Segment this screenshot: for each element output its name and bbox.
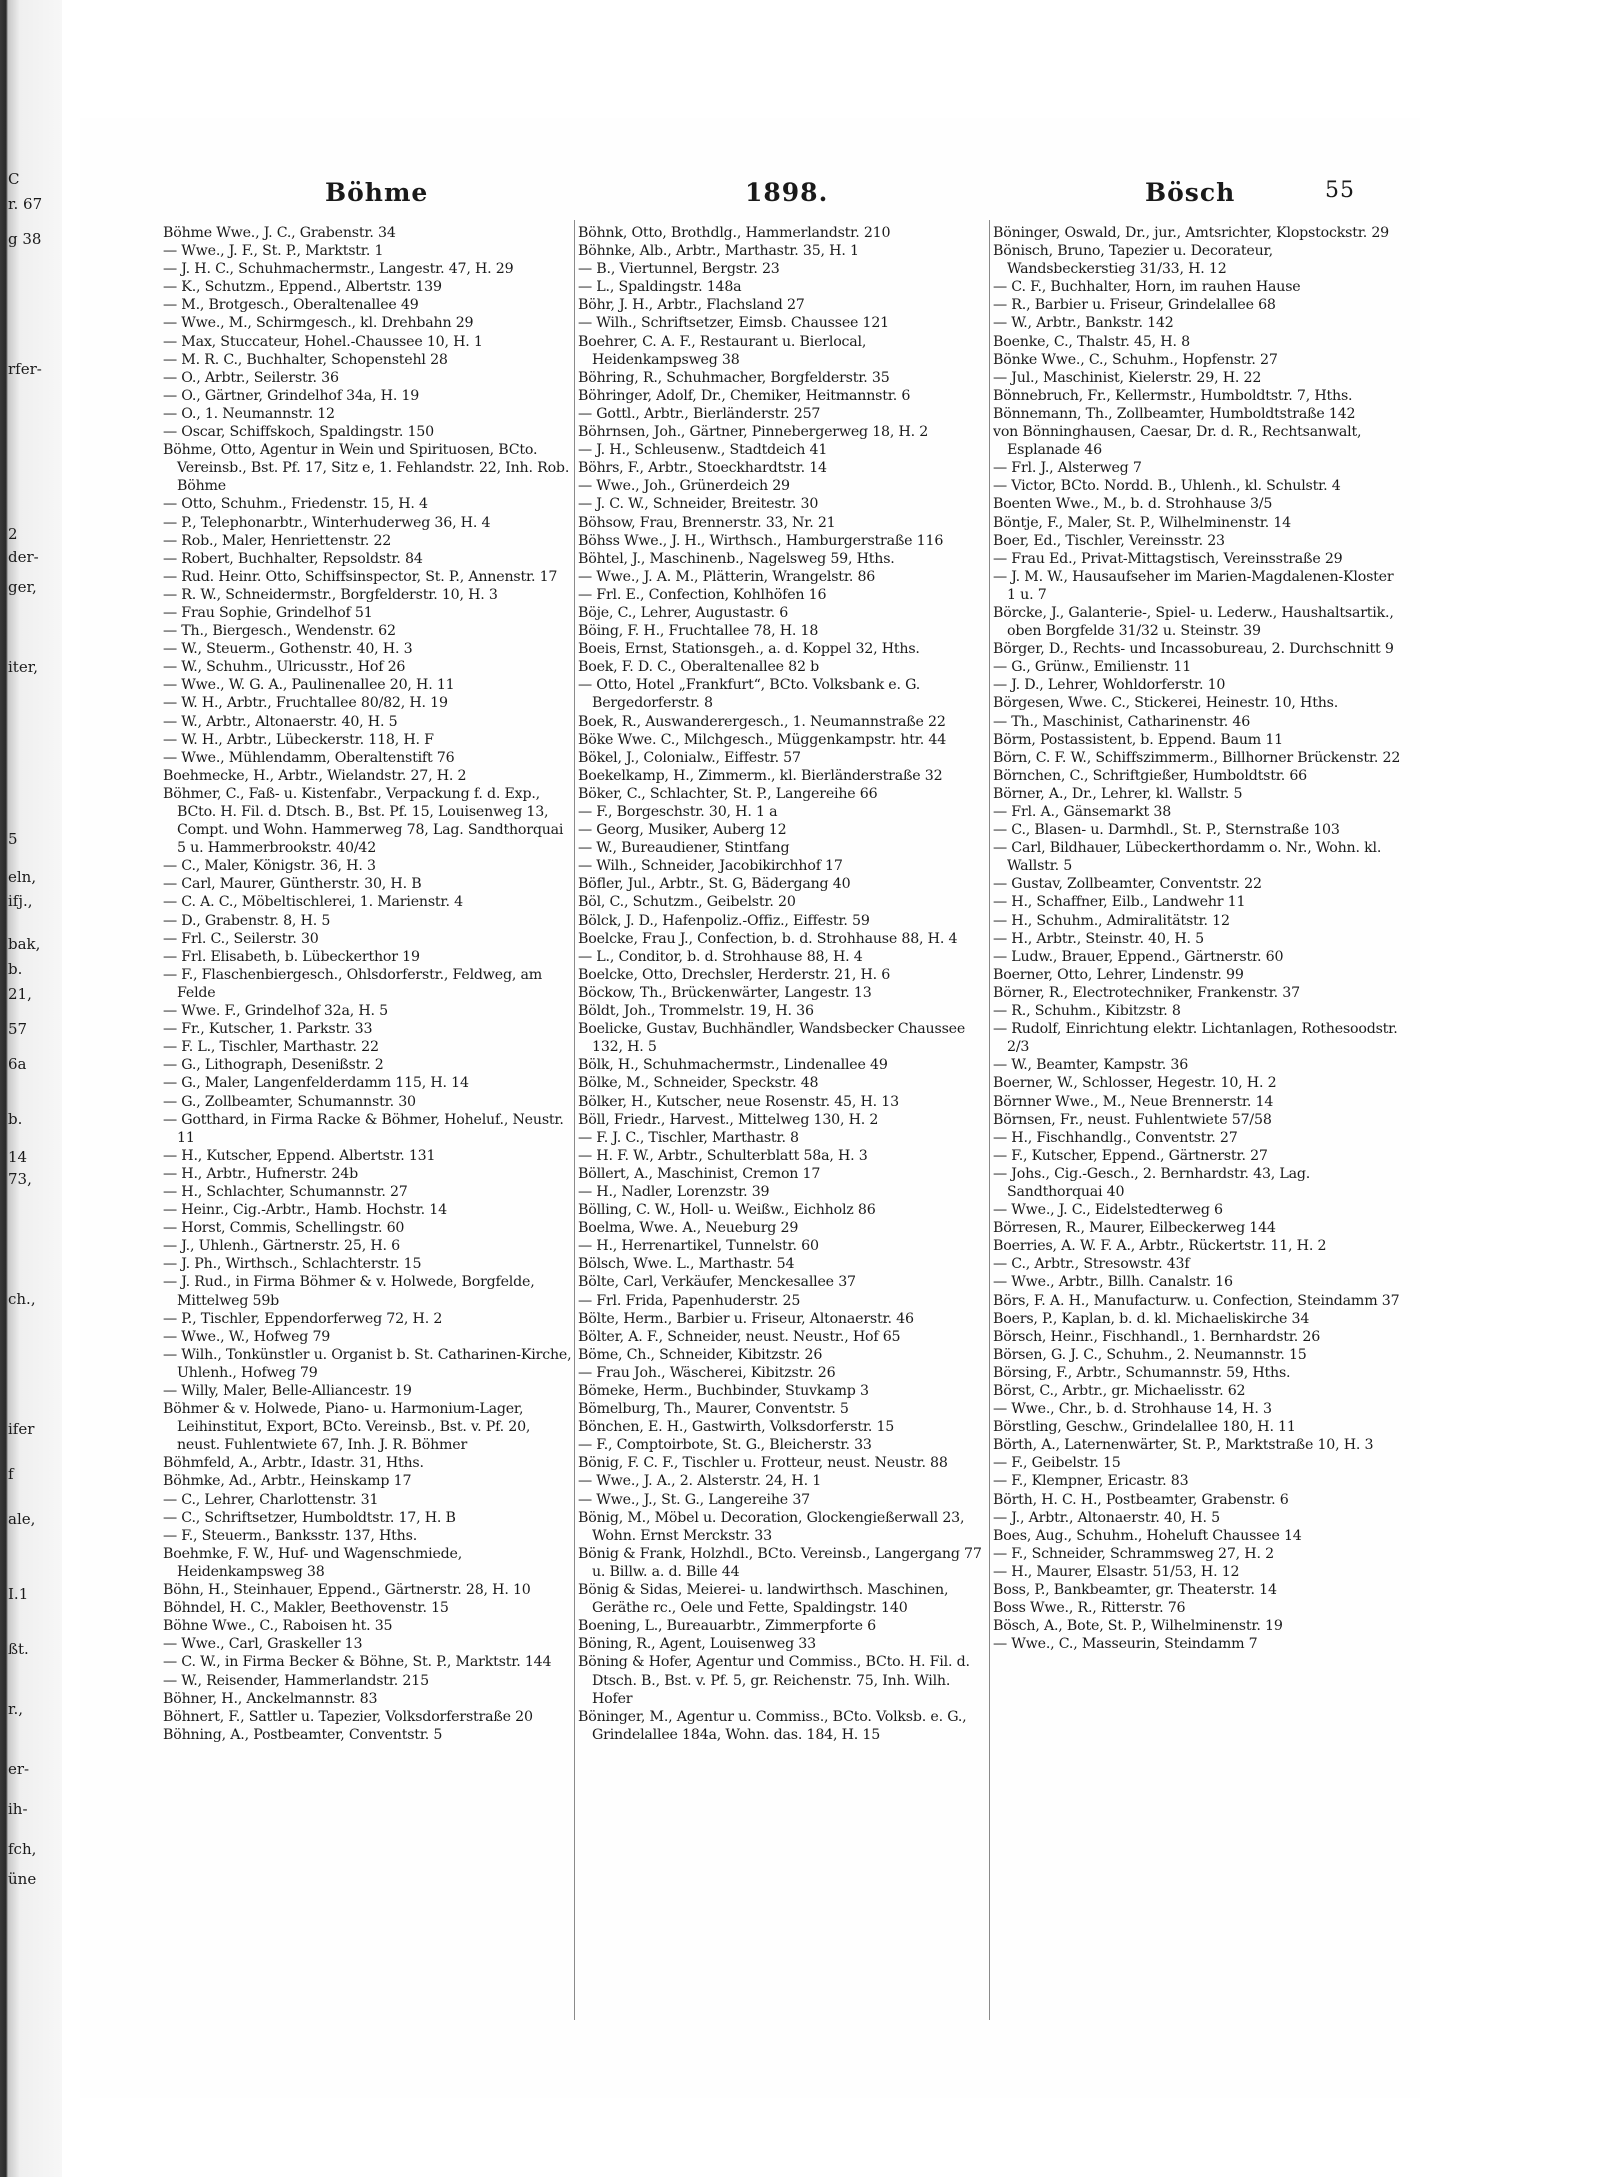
directory-entry: — Frau Sophie, Grindelhof 51 — [163, 604, 373, 621]
directory-entry: Böhrnsen, Joh., Gärtner, Pinnebergerweg 18, H. 2 — [578, 424, 929, 441]
left-page-fragment: r., — [8, 1700, 24, 1718]
directory-entry: Bölke, M., Schneider, Speckstr. 48 — [578, 1075, 819, 1092]
directory-entry: — K., Schutzm., Eppend., Albertstr. 139 — [163, 279, 442, 296]
directory-entry: — Rudolf, Einrichtung elektr. Lichtanlagen, Rothesoodstr. 2/3 — [993, 1021, 1398, 1056]
directory-entry: Bömeke, Herm., Buchbinder, Stuvkamp 3 — [578, 1383, 869, 1399]
directory-entry: — Frl. E., Confection, Kohlhöfen 16 — [578, 586, 827, 603]
directory-entry: Böhning, A., Postbeamter, Conventstr. 5 — [163, 1726, 443, 1743]
directory-entry: — M., Brotgesch., Oberaltenallee 49 — [163, 297, 419, 314]
directory-entry: — R. W., Schneidermstr., Borgfelderstr. 10, H. 3 — [163, 586, 498, 603]
directory-entry: Böntje, F., Maler, St. P., Wilhelminenstr. 14 — [993, 514, 1291, 531]
directory-entry: Böker, C., Schlachter, St. P., Langereihe 66 — [578, 785, 878, 802]
directory-entry: — J. D., Lehrer, Wohldorferstr. 10 — [993, 677, 1226, 694]
page-header — [155, 178, 1395, 214]
directory-entry: — L., Spaldingstr. 148a — [578, 279, 742, 296]
directory-entry: — J. Rud., in Firma Böhmer & v. Holwede, Borgfelde, Mittelweg 59b — [163, 1274, 535, 1309]
directory-entry: — J. Ph., Wirthsch., Schlachterstr. 15 — [163, 1256, 422, 1273]
directory-entry: Böl, C., Schutzm., Geibelstr. 20 — [578, 894, 796, 911]
left-page-fragment: 14 — [8, 1148, 28, 1166]
directory-entry: Boers, P., Kaplan, b. d. kl. Michaeliskirche 34 — [993, 1310, 1310, 1327]
directory-entry: Böhnert, F., Sattler u. Tapezier, Volksdorferstraße 20 — [163, 1708, 533, 1725]
directory-entry: — Wwe., Chr., b. d. Strohhause 14, H. 3 — [993, 1401, 1272, 1418]
directory-entry: — Th., Maschinist, Catharinenstr. 46 — [993, 713, 1251, 730]
directory-entry: — Frl. A., Gänsemarkt 38 — [993, 804, 1172, 820]
directory-entry: — O., Arbtr., Seilerstr. 36 — [163, 369, 339, 386]
directory-entry: Bönisch, Bruno, Tapezier u. Decorateur, Wandsbeckerstieg 31/33, H. 12 — [993, 243, 1273, 278]
directory-entry: Böje, C., Lehrer, Augustastr. 6 — [578, 604, 789, 621]
directory-entry: Bönig & Frank, Holzhdl., BCto. Vereinsb., Langergang 77 u. Billw. a. d. Bille 44 — [578, 1545, 982, 1580]
directory-entry: Börth, H. C. H., Postbeamter, Grabenstr. 6 — [993, 1491, 1289, 1508]
directory-entry: Böfler, Jul., Arbtr., St. G, Bädergang 40 — [578, 876, 851, 893]
directory-entry: — H., Schaffner, Eilb., Landwehr 11 — [993, 894, 1246, 911]
directory-entry: Bölte, Herm., Barbier u. Friseur, Altonaerstr. 46 — [578, 1310, 914, 1327]
directory-entry: Bömelburg, Th., Maurer, Conventstr. 5 — [578, 1401, 849, 1418]
directory-entry: — C., Schriftsetzer, Humboldtstr. 17, H. B — [163, 1509, 456, 1526]
directory-entry: Böllert, A., Maschinist, Cremon 17 — [578, 1165, 821, 1182]
directory-entry: Boehmke, F. W., Huf- und Wagenschmiede, Heidenkampsweg 38 — [163, 1545, 463, 1580]
directory-entry: Böning, R., Agent, Louisenweg 33 — [578, 1636, 816, 1653]
directory-entry: Böning & Hofer, Agentur und Commiss., BCto. H. Fil. d. Dtsch. B., Bst. v. Pf. 5, gr. Reichenstr. 75, Inh. Wilh. Hofer — [578, 1654, 970, 1707]
directory-entry: Börth, A., Laternenwärter, St. P., Marktstraße 10, H. 3 — [993, 1437, 1374, 1454]
directory-entry: — F. J. C., Tischler, Marthastr. 8 — [578, 1129, 799, 1146]
directory-entry: — Th., Biergesch., Wendenstr. 62 — [163, 623, 396, 640]
left-page-fragment: ßt. — [8, 1640, 29, 1658]
directory-entry: — G., Lithograph, Desenißstr. 2 — [163, 1057, 384, 1074]
left-page-fragment: b. — [8, 960, 23, 978]
directory-entry: — P., Tischler, Eppendorferweg 72, H. 2 — [163, 1310, 443, 1327]
left-page-fragment: der- — [8, 548, 39, 566]
left-page-fragment: 5 — [8, 830, 18, 848]
directory-entry: Bönnebruch, Fr., Kellermstr., Humboldtstr. 7, Hths. — [993, 387, 1353, 404]
header-left-keyword: Böhme — [325, 178, 429, 207]
directory-column-2 — [578, 224, 988, 2054]
directory-entry: Bönnemann, Th., Zollbeamter, Humboldtstraße 142 — [993, 405, 1356, 422]
left-page-fragment: 73, — [8, 1170, 32, 1188]
directory-entry: Börm, Postassistent, b. Eppend. Baum 11 — [993, 731, 1284, 748]
left-page-fragment: er- — [8, 1760, 30, 1778]
directory-entry: Boes, Aug., Schuhm., Hoheluft Chaussee 14 — [993, 1527, 1302, 1544]
directory-entry: — Georg, Musiker, Auberg 12 — [578, 822, 787, 839]
directory-entry: Bölling, C. W., Holl- u. Weißw., Eichholz 86 — [578, 1202, 876, 1219]
directory-entry: Boenten Wwe., M., b. d. Strohhause 3/5 — [993, 496, 1273, 513]
directory-entry: — F., Schneider, Schrammsweg 27, H. 2 — [993, 1545, 1274, 1562]
directory-entry: Böhndel, H. C., Makler, Beethovenstr. 15 — [163, 1600, 449, 1617]
directory-entry: Boss Wwe., R., Ritterstr. 76 — [993, 1600, 1186, 1617]
directory-entry: Böhmke, Ad., Arbtr., Heinskamp 17 — [163, 1473, 412, 1490]
left-page-fragment: ale, — [8, 1510, 36, 1528]
directory-entry: — O., 1. Neumannstr. 12 — [163, 405, 335, 422]
left-page-fragment: I.1 — [8, 1585, 29, 1603]
left-page-fragment: ih- — [8, 1800, 28, 1818]
directory-entry: Böll, Friedr., Harvest., Mittelweg 130, H. 2 — [578, 1111, 879, 1128]
directory-entry: — M. R. C., Buchhalter, Schopenstehl 28 — [163, 351, 448, 368]
left-page-fragment: r. 67 — [8, 195, 43, 213]
directory-entry: — Horst, Commis, Schellingstr. 60 — [163, 1220, 405, 1237]
directory-entry: Börnner Wwe., M., Neue Brennerstr. 14 — [993, 1093, 1274, 1110]
left-page-fragment: üne — [8, 1870, 37, 1888]
directory-entry: Böhsow, Frau, Brennerstr. 33, Nr. 21 — [578, 514, 836, 531]
directory-entry: — Gustav, Zollbeamter, Conventstr. 22 — [993, 876, 1262, 893]
directory-entry: — Carl, Bildhauer, Lübeckerthordamm o. Nr., Wohn. kl. Wallstr. 5 — [993, 840, 1382, 875]
directory-entry: Boelma, Wwe. A., Neueburg 29 — [578, 1220, 799, 1237]
directory-entry: Bösch, A., Bote, St. P., Wilhelminenstr. 19 — [993, 1618, 1283, 1635]
directory-entry: — F., Steuerm., Banksstr. 137, Hths. — [163, 1527, 417, 1544]
directory-entry: — F., Geibelstr. 15 — [993, 1455, 1121, 1472]
left-page-fragment: ger, — [8, 578, 37, 596]
directory-entry: Bönchen, E. H., Gastwirth, Volksdorferstr. 15 — [578, 1419, 895, 1436]
directory-entry: — Rob., Maler, Henriettenstr. 22 — [163, 532, 392, 549]
directory-entry: Börn, C. F. W., Schiffszimmerm., Billhorner Brückenstr. 22 — [993, 749, 1401, 766]
directory-entry: — Wwe., J. A. M., Plätterin, Wrangelstr. 86 — [578, 568, 876, 585]
directory-entry: Böckow, Th., Brückenwärter, Langestr. 13 — [578, 984, 872, 1001]
directory-entry: — F., Borgeschstr. 30, H. 1 a — [578, 804, 778, 820]
directory-entry: — Otto, Schuhm., Friedenstr. 15, H. 4 — [163, 496, 428, 513]
directory-entry: Böhtel, J., Maschinenb., Nagelsweg 59, Hths. — [578, 550, 895, 567]
left-page-fragment: bak, — [8, 935, 41, 953]
directory-entry: Börnsen, Fr., neust. Fuhlentwiete 57/58 — [993, 1111, 1272, 1128]
left-page-fragment: fch, — [8, 1840, 37, 1858]
directory-entry: Böing, F. H., Fruchtallee 78, H. 18 — [578, 623, 819, 640]
directory-entry: Böhmer & v. Holwede, Piano- u. Harmonium-Lager, Leihinstitut, Export, BCto. Vereinsb., Bst. v. Pf. 20, neust. Fuhlentwiete 67, Inh. J. R. Böhmer — [163, 1401, 531, 1454]
directory-entry: Böhnke, Alb., Arbtr., Marthastr. 35, H. 1 — [578, 243, 859, 260]
directory-entry: Börsen, G. J. C., Schuhm., 2. Neumannstr. 15 — [993, 1346, 1307, 1363]
directory-entry: — Max, Stuccateur, Hohel.-Chaussee 10, H. 1 — [163, 333, 483, 350]
directory-entry: Boek, R., Auswanderergesch., 1. Neumannstraße 22 — [578, 713, 946, 730]
directory-entry: — Victor, BCto. Nordd. B., Uhlenh., kl. Schulstr. 4 — [993, 478, 1341, 495]
directory-entry: — F., Klempner, Ericastr. 83 — [993, 1473, 1189, 1490]
left-page-fragment: 6a — [8, 1055, 27, 1073]
directory-entry: — Wwe. F., Grindelhof 32a, H. 5 — [163, 1003, 388, 1020]
directory-entry: — Frl. Elisabeth, b. Lübeckerthor 19 — [163, 948, 420, 965]
directory-entry: — W. H., Arbtr., Fruchtallee 80/82, H. 19 — [163, 695, 448, 712]
directory-entry: — H., Maurer, Elsastr. 51/53, H. 12 — [993, 1563, 1240, 1580]
directory-entry: Bölter, A. F., Schneider, neust. Neustr., Hof 65 — [578, 1328, 901, 1345]
directory-entry: — C. F., Buchhalter, Horn, im rauhen Hause — [993, 279, 1301, 296]
directory-entry: — D., Grabenstr. 8, H. 5 — [163, 912, 331, 929]
directory-entry: — W., Reisender, Hammerlandstr. 215 — [163, 1672, 429, 1689]
directory-entry: — H., Arbtr., Steinstr. 40, H. 5 — [993, 930, 1204, 947]
directory-entry: Boehmecke, H., Arbtr., Wielandstr. 27, H. 2 — [163, 767, 467, 784]
directory-entry: Bökel, J., Colonialw., Eiffestr. 57 — [578, 749, 801, 766]
directory-entry: — H., Nadler, Lorenzstr. 39 — [578, 1183, 770, 1200]
directory-entry: — W., Arbtr., Bankstr. 142 — [993, 315, 1174, 332]
directory-entry: — Wwe., J. A., 2. Alsterstr. 24, H. 1 — [578, 1473, 822, 1490]
directory-entry: Börs, F. A. H., Manufacturw. u. Confection, Steindamm 37 — [993, 1292, 1400, 1309]
directory-entry: Bölsch, Wwe. L., Marthastr. 54 — [578, 1256, 795, 1273]
directory-entry: — C., Maler, Königstr. 36, H. 3 — [163, 858, 376, 875]
directory-entry: — Wilh., Schriftsetzer, Eimsb. Chaussee 121 — [578, 315, 889, 332]
directory-entry: — F. L., Tischler, Marthastr. 22 — [163, 1039, 379, 1056]
header-year: 1898. — [745, 178, 829, 207]
directory-entry: — G., Maler, Langenfelderdamm 115, H. 14 — [163, 1075, 469, 1092]
directory-entry: — P., Telephonarbtr., Winterhuderweg 36, H. 4 — [163, 514, 491, 531]
directory-entry: Börresen, R., Maurer, Eilbeckerweg 144 — [993, 1220, 1276, 1237]
directory-entry: Böhme, Otto, Agentur in Wein und Spirituosen, BCto. Vereinsb., Bst. Pf. 17, Sitz e, 1. Fehlandstr. 22, Inh. Rob. Böhme — [163, 442, 570, 495]
directory-entry: — Heinr., Cig.-Arbtr., Hamb. Hochstr. 14 — [163, 1202, 447, 1219]
directory-entry: Böhmfeld, A., Arbtr., Idastr. 31, Hths. — [163, 1455, 424, 1472]
directory-entry: — L., Conditor, b. d. Strohhause 88, H. 4 — [578, 948, 863, 965]
directory-entry: Böninger, Oswald, Dr., jur., Amtsrichter, Klopstockstr. 29 — [993, 225, 1389, 241]
directory-entry: Boerries, A. W. F. A., Arbtr., Rückertstr. 11, H. 2 — [993, 1238, 1327, 1255]
directory-entry: von Bönninghausen, Caesar, Dr. d. R., Rechtsanwalt, Esplanade 46 — [993, 424, 1362, 459]
directory-entry: Boek, F. D. C., Oberaltenallee 82 b — [578, 659, 820, 676]
directory-entry: Boekelkamp, H., Zimmerm., kl. Bierländerstraße 32 — [578, 767, 943, 784]
directory-entry: — Frau Joh., Wäscherei, Kibitzstr. 26 — [578, 1364, 836, 1381]
page-number: 55 — [1325, 178, 1355, 203]
directory-entry: Böhringer, Adolf, Dr., Chemiker, Heitmannstr. 6 — [578, 387, 911, 404]
directory-entry: — F., Kutscher, Eppend., Gärtnerstr. 27 — [993, 1147, 1268, 1164]
directory-entry: Böhne Wwe., C., Raboisen ht. 35 — [163, 1618, 393, 1635]
directory-entry: — Wwe., Carl, Graskeller 13 — [163, 1636, 363, 1653]
directory-entry: — W., Arbtr., Altonaerstr. 40, H. 5 — [163, 713, 398, 730]
directory-entry: — C., Arbtr., Stresowstr. 43f — [993, 1256, 1190, 1273]
directory-entry: Bölk, H., Schuhmachermstr., Lindenallee 49 — [578, 1057, 888, 1074]
left-page-fragment: 21, — [8, 985, 32, 1003]
directory-entry: — Ludw., Brauer, Eppend., Gärtnerstr. 60 — [993, 948, 1284, 965]
directory-entry: — O., Gärtner, Grindelhof 34a, H. 19 — [163, 387, 420, 404]
directory-entry: Böldt, Joh., Trommelstr. 19, H. 36 — [578, 1003, 814, 1020]
directory-entry: — Wwe., Joh., Grünerdeich 29 — [578, 478, 790, 495]
directory-entry: — C., Blasen- u. Darmhdl., St. P., Sternstraße 103 — [993, 822, 1340, 839]
directory-entry: Bönig, M., Möbel u. Decoration, Glockengießerwall 23, Wohn. Ernst Merckstr. 33 — [578, 1509, 965, 1544]
directory-entry: Boer, Ed., Tischler, Vereinsstr. 23 — [993, 532, 1225, 549]
directory-entry: — H., Fischhandlg., Conventstr. 27 — [993, 1129, 1238, 1146]
directory-entry: Boss, P., Bankbeamter, gr. Theaterstr. 14 — [993, 1582, 1277, 1599]
directory-entry: Böhnk, Otto, Brothdlg., Hammerlandstr. 210 — [578, 225, 891, 241]
directory-entry: Bönig & Sidas, Meierei- u. landwirthsch. Maschinen, Geräthe rc., Oele und Fette, Spaldingstr. 140 — [578, 1582, 949, 1617]
left-page-fragment: C — [8, 170, 20, 188]
left-page-fragment: iter, — [8, 658, 38, 676]
directory-entry: — Wwe., C., Masseurin, Steindamm 7 — [993, 1636, 1258, 1653]
directory-entry: — B., Viertunnel, Bergstr. 23 — [578, 261, 780, 278]
directory-entry: Börner, A., Dr., Lehrer, kl. Wallstr. 5 — [993, 785, 1243, 802]
directory-entry: — Oscar, Schiffskoch, Spaldingstr. 150 — [163, 424, 434, 441]
directory-entry: — Carl, Maurer, Güntherstr. 30, H. B — [163, 876, 422, 893]
directory-entry: — H., Schuhm., Admiralitätstr. 12 — [993, 912, 1230, 929]
directory-entry: — H., Herrenartikel, Tunnelstr. 60 — [578, 1238, 819, 1255]
directory-entry: Boerner, Otto, Lehrer, Lindenstr. 99 — [993, 966, 1244, 983]
directory-entry: — C., Lehrer, Charlottenstr. 31 — [163, 1491, 379, 1508]
directory-entry: — W. H., Arbtr., Lübeckerstr. 118, H. F — [163, 731, 434, 748]
directory-entry: Bölker, H., Kutscher, neue Rosenstr. 45, H. 13 — [578, 1093, 899, 1110]
left-page-fragment: ifer — [8, 1420, 35, 1438]
directory-entry: Börsing, F., Arbtr., Schumannstr. 59, Hths. — [993, 1364, 1291, 1381]
directory-entry: — R., Schuhm., Kibitzstr. 8 — [993, 1003, 1181, 1020]
directory-entry: — Wwe., W. G. A., Paulinenallee 20, H. 11 — [163, 677, 455, 694]
directory-entry: — C. A. C., Möbeltischlerei, 1. Marienstr. 4 — [163, 894, 463, 911]
left-page-fragment: ifj., — [8, 892, 33, 910]
directory-entry: — J. H., Schleusenw., Stadtdeich 41 — [578, 442, 828, 459]
directory-entry: Bölte, Carl, Verkäufer, Menckesallee 37 — [578, 1274, 856, 1291]
directory-entry: Börner, R., Electrotechniker, Frankenstr. 37 — [993, 984, 1300, 1001]
left-page-fragment: f — [8, 1465, 14, 1483]
directory-entry: — Otto, Hotel „Frankfurt“, BCto. Volksbank e. G. Bergedorferstr. 8 — [578, 677, 921, 712]
left-page-fragment: 57 — [8, 1020, 28, 1038]
directory-entry: Bönke Wwe., C., Schuhm., Hopfenstr. 27 — [993, 351, 1278, 368]
directory-entry: — C. W., in Firma Becker & Böhne, St. P., Marktstr. 144 — [163, 1654, 552, 1671]
directory-column-3 — [993, 224, 1403, 2054]
directory-entry: — F., Flaschenbiergesch., Ohlsdorferstr., Feldweg, am Felde — [163, 966, 542, 1001]
directory-entry: Boelcke, Otto, Drechsler, Herderstr. 21, H. 6 — [578, 966, 891, 983]
directory-entry: — Fr., Kutscher, 1. Parkstr. 33 — [163, 1021, 373, 1038]
directory-entry: — J. M. W., Hausaufseher im Marien-Magdalenen-Kloster 1 u. 7 — [993, 568, 1394, 603]
directory-entry: Böke Wwe. C., Milchgesch., Müggenkampstr. htr. 44 — [578, 731, 947, 748]
directory-entry: Boehrer, C. A. F., Restaurant u. Bierlocal, Heidenkampsweg 38 — [578, 333, 867, 368]
directory-entry: — Wilh., Tonkünstler u. Organist b. St. Catharinen-Kirche, Uhlenh., Hofweg 79 — [163, 1346, 572, 1381]
directory-entry: — Wwe., J. C., Eidelstedterweg 6 — [993, 1202, 1223, 1219]
directory-entry: Boenke, C., Thalstr. 45, H. 8 — [993, 333, 1190, 350]
directory-entry: — Wwe., Mühlendamm, Oberaltenstift 76 — [163, 749, 455, 766]
directory-entry: — J., Arbtr., Altonaerstr. 40, H. 5 — [993, 1509, 1220, 1526]
column-divider — [989, 220, 990, 2020]
directory-entry: Börcke, J., Galanterie-, Spiel- u. Lederw., Haushaltsartik., oben Borgfelde 31/32 u. Steinstr. 39 — [993, 604, 1394, 640]
directory-entry: — Gottl., Arbtr., Bierländerstr. 257 — [578, 405, 821, 422]
directory-entry: Boerner, W., Schlosser, Hegestr. 10, H. 2 — [993, 1075, 1277, 1092]
directory-entry: — J., Uhlenh., Gärtnerstr. 25, H. 6 — [163, 1238, 400, 1255]
directory-entry: — R., Barbier u. Friseur, Grindelallee 68 — [993, 297, 1276, 314]
directory-entry: Böme, Ch., Schneider, Kibitzstr. 26 — [578, 1346, 823, 1363]
directory-entry: — J. C. W., Schneider, Breitestr. 30 — [578, 496, 819, 513]
directory-entry: Boeis, Ernst, Stationsgeh., a. d. Koppel 32, Hths. — [578, 641, 920, 658]
directory-entry: — Wilh., Schneider, Jacobikirchhof 17 — [578, 858, 843, 875]
directory-entry: Boelcke, Frau J., Confection, b. d. Strohhause 88, H. 4 — [578, 930, 958, 947]
directory-entry: — G., Zollbeamter, Schumannstr. 30 — [163, 1093, 416, 1110]
directory-entry: Böhner, H., Anckelmannstr. 83 — [163, 1690, 378, 1707]
directory-entry: — Frl. Frida, Papenhuderstr. 25 — [578, 1292, 801, 1309]
directory-entry: — W., Beamter, Kampstr. 36 — [993, 1057, 1189, 1074]
directory-entry: — H., Kutscher, Eppend. Albertstr. 131 — [163, 1147, 436, 1164]
directory-entry: — Wwe., M., Schirmgesch., kl. Drehbahn 29 — [163, 315, 474, 332]
directory-entry: — W., Schuhm., Ulricusstr., Hof 26 — [163, 659, 406, 676]
left-page-fragment: rfer- — [8, 360, 42, 378]
directory-entry: — Frl. J., Alsterweg 7 — [993, 460, 1142, 477]
left-page-fragment: eln, — [8, 868, 37, 886]
directory-entry: — Frl. C., Seilerstr. 30 — [163, 930, 319, 947]
directory-entry: Börnchen, C., Schriftgießer, Humboldtstr. 66 — [993, 767, 1307, 784]
directory-entry: — Rud. Heinr. Otto, Schiffsinspector, St. P., Annenstr. 17 — [163, 568, 558, 585]
directory-entry: Böhme Wwe., J. C., Grabenstr. 34 — [163, 225, 396, 241]
directory-entry: Böhrs, F., Arbtr., Stoeckhardtstr. 14 — [578, 460, 827, 477]
directory-entry: — Wwe., Arbtr., Billh. Canalstr. 16 — [993, 1274, 1233, 1291]
directory-entry: Börgesen, Wwe. C., Stickerei, Heinestr. 10, Hths. — [993, 695, 1339, 712]
left-page-fragment: g 38 — [8, 230, 42, 248]
directory-entry: — Wwe., J. F., St. P., Marktstr. 1 — [163, 243, 384, 260]
directory-entry: Böhmer, C., Faß- u. Kistenfabr., Verpackung f. d. Exp., BCto. H. Fil. d. Dtsch. B., Bst. Pf. 15, Louisenweg 13, Compt. und Wohn. Hammerweg 78, Lag. Sandthorquai 5 u. Hammerbrookstr. 40/42 — [163, 785, 564, 857]
directory-entry: Boelicke, Gustav, Buchhändler, Wandsbecker Chaussee 132, H. 5 — [578, 1021, 966, 1056]
directory-entry: Böhring, R., Schuhmacher, Borgfelderstr. 35 — [578, 369, 890, 386]
directory-column-1 — [163, 224, 573, 2054]
directory-entry: Bönig, F. C. F., Tischler u. Frotteur, neust. Neustr. 88 — [578, 1455, 948, 1472]
header-right-keyword: Bösch — [1145, 178, 1236, 207]
directory-entry: — Willy, Maler, Belle-Alliancestr. 19 — [163, 1383, 412, 1399]
directory-entry: — H., Arbtr., Hufnerstr. 24b — [163, 1165, 358, 1182]
directory-entry: Bölck, J. D., Hafenpoliz.-Offiz., Eiffestr. 59 — [578, 912, 870, 929]
directory-entry: — W., Bureaudiener, Stintfang — [578, 840, 790, 857]
directory-entry: — Johs., Cig.-Gesch., 2. Bernhardstr. 43, Lag. Sandthorquai 40 — [993, 1165, 1311, 1200]
directory-entry: — Gotthard, in Firma Racke & Böhmer, Hoheluf., Neustr. 11 — [163, 1111, 564, 1146]
left-page-fragments — [8, 0, 66, 2177]
directory-entry: — Wwe., J., St. G., Langereihe 37 — [578, 1491, 810, 1508]
column-divider — [574, 220, 575, 2020]
directory-entry: — H., Schlachter, Schumannstr. 27 — [163, 1183, 408, 1200]
directory-entry: — Robert, Buchhalter, Repsoldstr. 84 — [163, 550, 423, 567]
directory-entry: Börst, C., Arbtr., gr. Michaelisstr. 62 — [993, 1383, 1246, 1399]
directory-entry: Boening, L., Bureauarbtr., Zimmerpforte 6 — [578, 1618, 876, 1635]
directory-entry: Börsch, Heinr., Fischhandl., 1. Bernhardstr. 26 — [993, 1328, 1321, 1345]
directory-entry: Böninger, M., Agentur u. Commiss., BCto. Volksb. e. G., Grindelallee 184a, Wohn. das. 184, H. 15 — [578, 1708, 967, 1743]
directory-entry: — Frau Ed., Privat-Mittagstisch, Vereinsstraße 29 — [993, 550, 1343, 567]
left-page-fragment: b. — [8, 1110, 23, 1128]
directory-entry: Böhss Wwe., J. H., Wirthsch., Hamburgerstraße 116 — [578, 532, 944, 549]
directory-entry: — F., Comptoirbote, St. G., Bleicherstr. 33 — [578, 1437, 872, 1454]
directory-entry: — Jul., Maschinist, Kielerstr. 29, H. 22 — [993, 369, 1262, 386]
directory-entry: Böhr, J. H., Arbtr., Flachsland 27 — [578, 297, 805, 314]
directory-entry: — Wwe., W., Hofweg 79 — [163, 1328, 331, 1345]
directory-entry: — J. H. C., Schuhmachermstr., Langestr. 47, H. 29 — [163, 261, 514, 278]
directory-entry: — W., Steuerm., Gothenstr. 40, H. 3 — [163, 641, 413, 658]
directory-entry: Böhn, H., Steinhauer, Eppend., Gärtnerstr. 28, H. 10 — [163, 1582, 531, 1599]
directory-entry: Börstling, Geschw., Grindelallee 180, H. 11 — [993, 1419, 1296, 1436]
directory-entry: — H. F. W., Arbtr., Schulterblatt 58a, H. 3 — [578, 1147, 868, 1164]
directory-entry: — G., Grünw., Emilienstr. 11 — [993, 659, 1192, 676]
left-page-fragment: 2 — [8, 525, 18, 543]
left-page-fragment: ch., — [8, 1290, 36, 1308]
directory-entry: Börger, D., Rechts- und Incassobureau, 2. Durchschnitt 9 — [993, 641, 1394, 658]
